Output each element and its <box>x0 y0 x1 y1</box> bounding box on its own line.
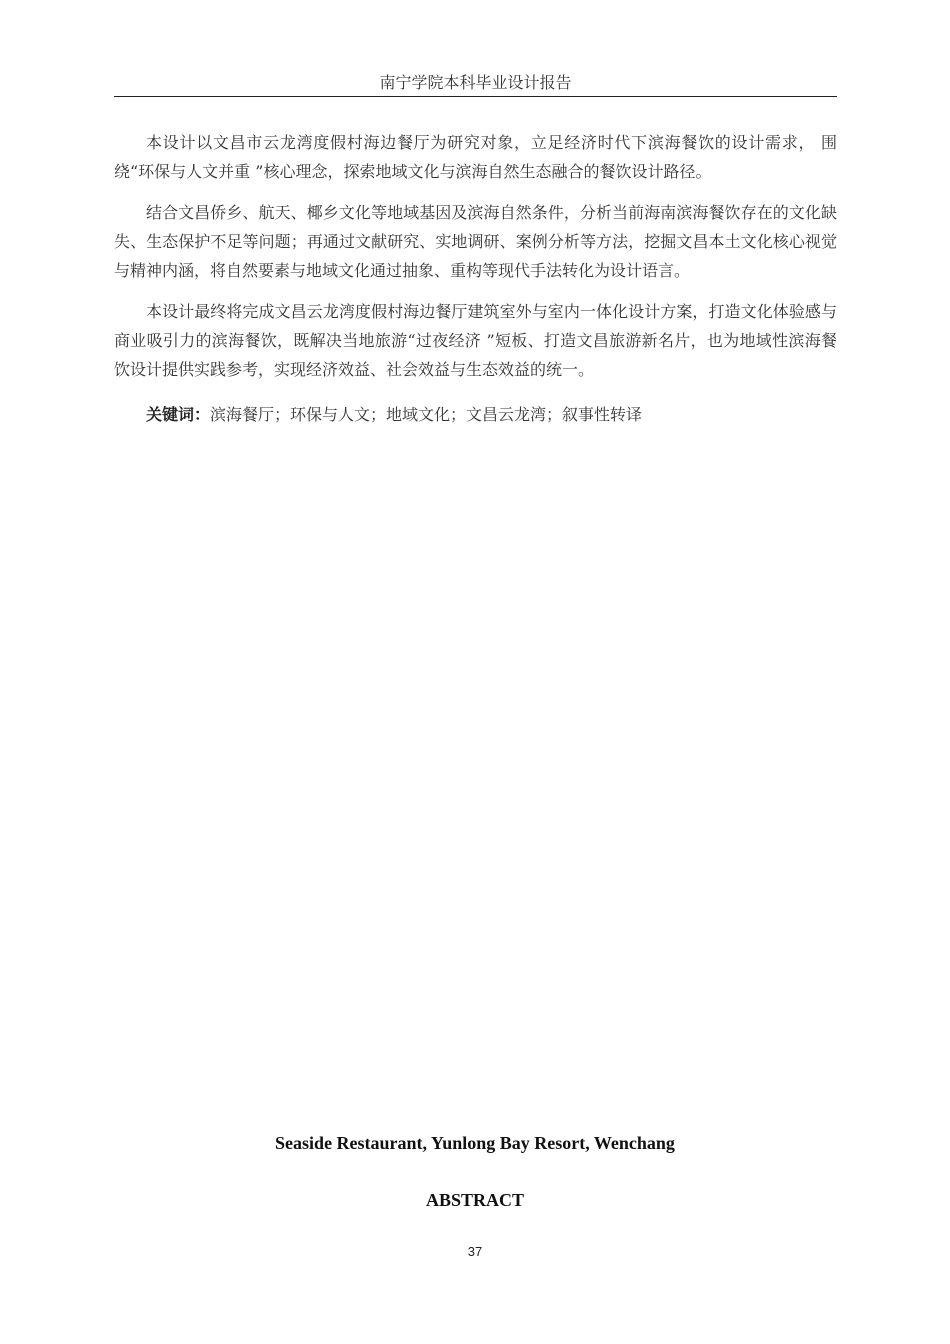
english-title: Seaside Restaurant, Yunlong Bay Resort, Wenchang <box>275 1133 675 1153</box>
page-number: 37 <box>467 1244 483 1259</box>
page-header <box>114 70 837 97</box>
abstract-heading: ABSTRACT <box>425 1190 525 1210</box>
abstract-paragraph-1: 本设计以文昌市云龙湾度假村海边餐厅为研究对象，立足经济时代下滨海餐饮的设计需求， 围绕“环保与人文并重 ”核心理念，探索地域文化与滨海自然生态融合的餐饮设计路径。 <box>114 133 837 181</box>
keywords-line <box>114 400 837 429</box>
keywords-label: 关键词： <box>146 405 211 424</box>
abstract-paragraph-2: 结合文昌侨乡、航天、椰乡文化等地域基因及滨海自然条件，分析当前海南滨海餐饮存在的文化缺失、生态保护不足等问题；再通过文献研究、实地调研、案例分析等方法，挖掘文昌本土文化核心视觉与精神内涵，将自然要素与地域文化通过抽象、重构等现代手法转化为设计语言。 <box>114 203 837 280</box>
abstract-paragraph-3: 本设计最终将完成文昌云龙湾度假村海边餐厅建筑室外与室内一体化设计方案，打造文化体验感与商业吸引力的滨海餐饮，既解决当地旅游“过夜经济 ”短板、打造文昌旅游新名片，也为地域性滨海餐饮设计提供实践参考，实现经济效益、社会效益与生态效益的统一。 <box>114 302 837 379</box>
chinese-abstract <box>114 128 837 429</box>
keywords-text: 滨海餐厅；环保与人文；地域文化；文昌云龙湾；叙事性转译 <box>210 405 643 424</box>
header-title: 南宁学院本科毕业设计报告 <box>379 73 572 92</box>
